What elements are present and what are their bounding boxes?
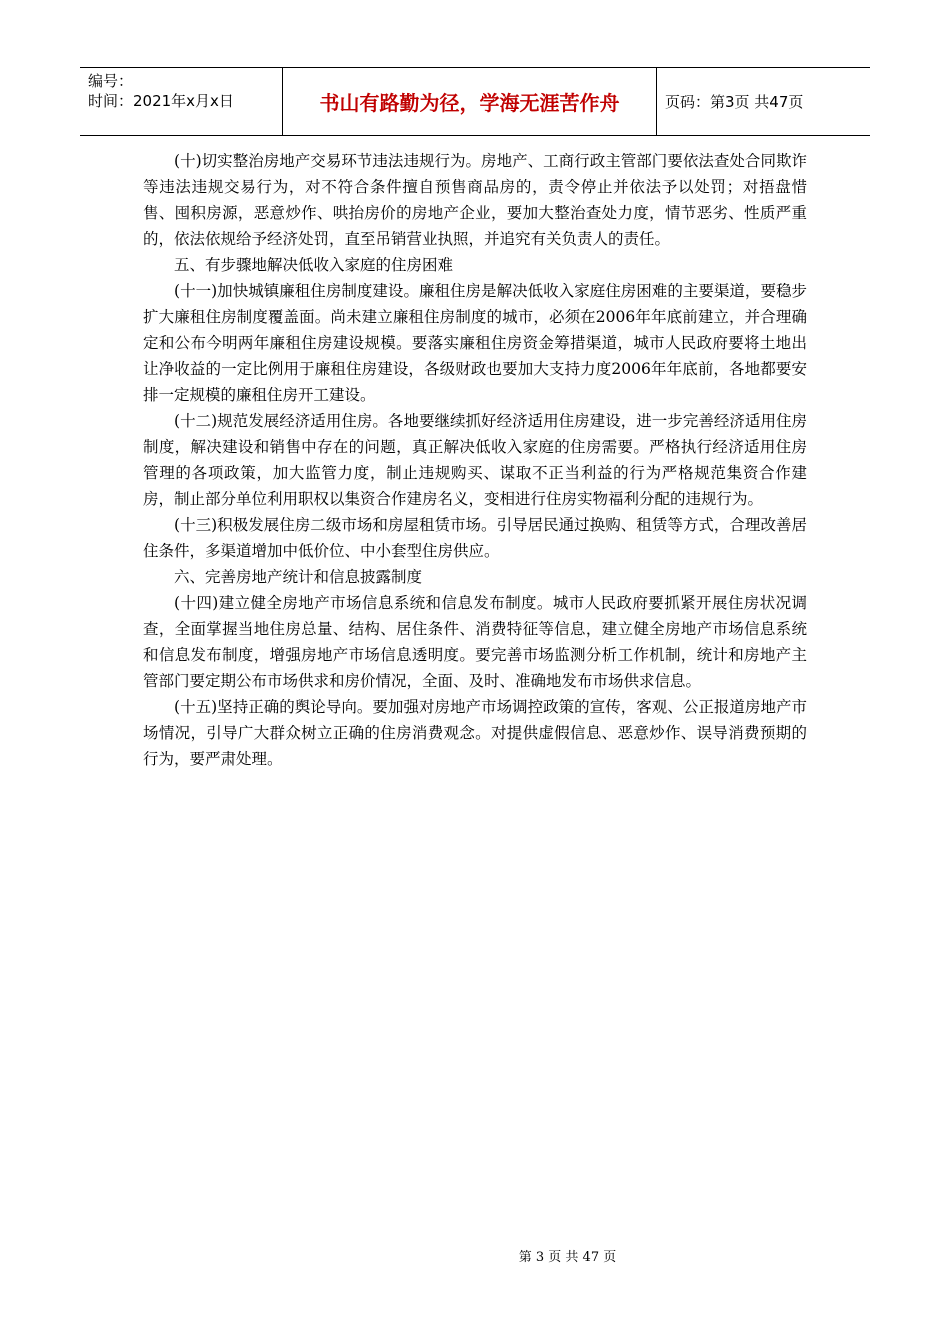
header-motto: 书山有路勤为径，学海无涯苦作舟 bbox=[283, 68, 657, 135]
footer-page-number: 第 3 页 共 47 页 bbox=[518, 1250, 617, 1265]
paragraph-11: (十一)加快城镇廉租住房制度建设。廉租住房是解决低收入家庭住房困难的主要渠道，要稳步扩大廉租住房制度覆盖面。尚未建立廉租住房制度的城市，必须在2006年年底前建立，并合理确定和公布今明两年廉租住房建设规模。要落实廉租住房资金筹措渠道，城市人民政府要将土地出让净收益的一定比例用于廉租住房建设，各级财政也要加大支持力度2006年年底前，各地都要安排一定规模的廉租住房开工建设。 bbox=[143, 282, 807, 404]
page-footer bbox=[0, 1246, 950, 1265]
section-heading-6: 六、完善房地产统计和信息披露制度 bbox=[174, 568, 423, 586]
header-meta bbox=[80, 68, 283, 135]
paragraph-14: (十四)建立健全房地产市场信息系统和信息发布制度。城市人民政府要抓紧开展住房状况调查，全面掌握当地住房总量、结构、居住条件、消费特征等信息，建立健全房地产市场信息系统和信息发布制度，增强房地产市场信息透明度。要完善市场监测分析工作机制，统计和房地产主管部门要定期公布市场供求和房价情况，全面、及时、准确地发布市场供求信息。 bbox=[143, 594, 807, 690]
paragraph-13: (十三)积极发展住房二级市场和房屋租赁市场。引导居民通过换购、租赁等方式，合理改善居住条件，多渠道增加中低价位、中小套型住房供应。 bbox=[143, 516, 807, 560]
document-body bbox=[143, 148, 807, 772]
section-heading-5: 五、有步骤地解决低收入家庭的住房困难 bbox=[174, 256, 454, 274]
paragraph-12: (十二)规范发展经济适用住房。各地要继续抓好经济适用住房建设，进一步完善经济适用住房制度，解决建设和销售中存在的问题，真正解决低收入家庭的住房需要。严格执行经济适用住房管理的各项政策，加大监管力度，制止违规购买、谋取不正当利益的行为严格规范集资合作建房，制止部分单位利用职权以集资合作建房名义，变相进行住房实物福利分配的违规行为。 bbox=[143, 412, 807, 508]
page-header bbox=[80, 67, 870, 136]
document-time-label: 时间：2021年x月x日 bbox=[88, 92, 234, 110]
header-page-info: 页码：第3页 共47页 bbox=[665, 93, 804, 111]
paragraph-15: (十五)坚持正确的舆论导向。要加强对房地产市场调控政策的宣传，客观、公正报道房地产市场情况，引导广大群众树立正确的住房消费观念。对提供虚假信息、恶意炒作、误导消费预期的行为，要严肃处理。 bbox=[143, 698, 807, 768]
paragraph-10: (十)切实整治房地产交易环节违法违规行为。房地产、工商行政主管部门要依法查处合同欺诈等违法违规交易行为，对不符合条件擅自预售商品房的，责令停止并依法予以处罚；对捂盘惜售、囤积房源，恶意炒作、哄抬房价的房地产企业，要加大整治查处力度，情节恶劣、性质严重的，依法依规给予经济处罚，直至吊销营业执照，并追究有关负责人的责任。 bbox=[143, 152, 807, 248]
document-number-label: 编号： bbox=[88, 72, 134, 90]
